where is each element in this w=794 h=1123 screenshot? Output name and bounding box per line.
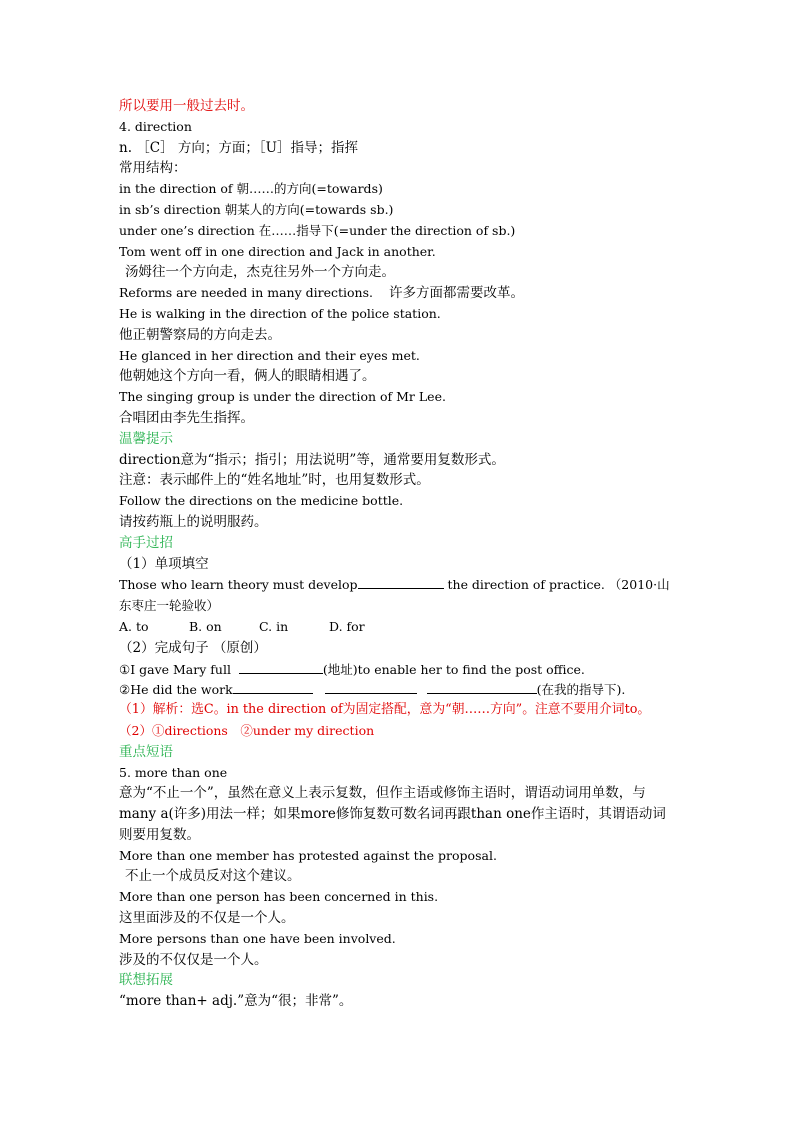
example-en: More persons than one have been involved. (119, 930, 396, 946)
example-en: The singing group is under the direction of Mr Lee. (119, 389, 446, 405)
example-en: More than one member has protested against the proposal. (119, 847, 497, 863)
section-heading-practice: 高手过招 (119, 534, 173, 551)
answer-1: （1）解析：选C。in the direction of为固定搭配，意为“朝……方向”。注意不要用介词to。 (119, 702, 651, 718)
example-zh: 请按药瓶上的说明服药。 (119, 513, 268, 530)
question-end: the direction of practice. （2010·山东枣庄一轮验收） (119, 577, 670, 614)
sentence-start: ②He did the work (119, 682, 233, 698)
option-b: B. on (189, 618, 222, 634)
definition-line: n. ［C］ 方向；方面；［U］指导；指挥 (119, 139, 359, 156)
example-en: He is walking in the direction of the police station. (119, 305, 441, 321)
example-en: He glanced in her direction and their eyes met. (119, 347, 420, 363)
tip-line: 注意：表示邮件上的“姓名地址”时，也用复数形式。 (119, 472, 430, 489)
example-zh: 他正朝警察局的方向走去。 (119, 326, 281, 343)
example-zh: 这里面涉及的不仅是一个人。 (119, 910, 295, 927)
section-heading-extension: 联想拓展 (119, 972, 173, 989)
example-zh: 涉及的不仅仅是一个人。 (119, 951, 268, 968)
example-zh: 不止一个成员反对这个建议。 (125, 868, 301, 885)
options-row (119, 617, 679, 638)
example-zh: 汤姆往一个方向走，杰克往另外一个方向走。 (125, 264, 395, 281)
answer-blank[interactable] (325, 679, 417, 694)
option-c: C. in (259, 618, 289, 634)
exercise-1-question (119, 574, 679, 617)
answer-blank[interactable] (358, 574, 444, 589)
answer-blank[interactable] (427, 679, 537, 694)
example-zh: 许多方面都需要改革。 (388, 285, 524, 302)
question-start: Those who learn theory must develop (119, 577, 358, 593)
answer-blank[interactable] (239, 659, 323, 674)
example-en: More than one person has been concerned in this. (119, 889, 439, 905)
explanation-paragraph: 意为“不止一个”，虽然在意义上表示复数，但作主语或修饰主语时，谓语动词用单数，与many a(许多)用法一样；如果more修饰复数可数名词再跟than one作主语时，其谓语动词则要用复数。 (119, 785, 666, 843)
example-en: Reforms are needed in many directions. (119, 285, 373, 301)
section-heading-phrases: 重点短语 (119, 743, 173, 760)
sentence-start: ①I gave Mary full (119, 661, 235, 677)
document-body (119, 96, 679, 1012)
example-line (119, 283, 679, 304)
option-d: D. for (329, 618, 365, 634)
entry-heading-direction: 4. direction (119, 118, 192, 134)
structure-1: in the direction of 朝……的方向(=towards) (119, 181, 383, 197)
structure-2: in sb’s direction 朝某人的方向(=towards sb.) (119, 201, 394, 217)
exercise-2-label: （2）完成句子 （原创） (119, 639, 267, 656)
option-a: A. to (119, 618, 149, 634)
example-zh: 合唱团由李先生指挥。 (119, 409, 254, 426)
example-zh: 他朝她这个方向一看，俩人的眼睛相遇了。 (119, 368, 376, 385)
sentence-end: (地址)to enable her to find the post office. (322, 661, 585, 677)
exercise-1-label: （1）单项填空 (119, 555, 209, 572)
exercise-2-item-2 (119, 679, 679, 700)
extension-line: “more than+ adj.”意为“很；非常”。 (119, 993, 353, 1010)
example-en: Follow the directions on the medicine bottle. (119, 493, 404, 509)
conclusion-line: 所以要用一般过去时。 (119, 98, 254, 114)
entry-heading-more-than-one: 5. more than one (119, 764, 228, 780)
sentence-end: (在我的指导下). (536, 682, 626, 698)
exercise-2-item-1 (119, 659, 679, 680)
answer-blank[interactable] (233, 679, 313, 694)
structures-label: 常用结构： (119, 160, 187, 177)
example-en: Tom went off in one direction and Jack in another. (119, 243, 436, 259)
section-heading-tips: 温馨提示 (119, 430, 173, 447)
structure-3: under one’s direction 在……指导下(=under the direction of sb.) (119, 222, 516, 238)
answer-2: （2）①directions ②under my direction (119, 722, 375, 738)
tip-line: direction意为“指示；指引；用法说明”等，通常要用复数形式。 (119, 451, 505, 468)
